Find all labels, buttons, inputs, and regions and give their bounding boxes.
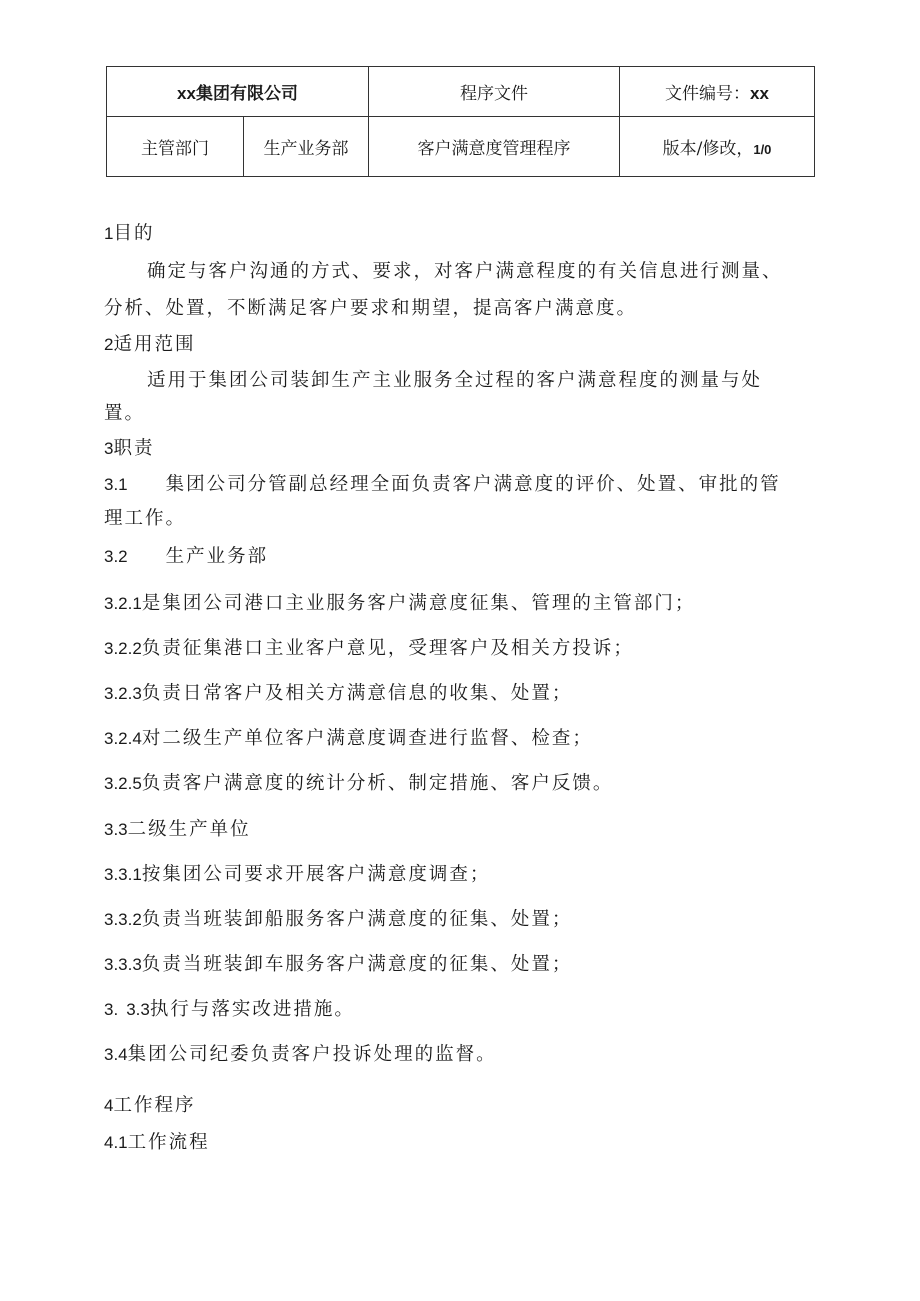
section-3-3-2: 3.3.2负责当班装卸船服务客户满意度的征集、处置； xyxy=(104,909,573,930)
section-3-2-4: 3.2.4对二级生产单位客户满意度调查进行监督、检查； xyxy=(104,728,593,749)
section-3-2-2: 3.2.2负责征集港口主业客户意见，受理客户及相关方投诉； xyxy=(104,638,634,659)
section-1-heading: 1目的 xyxy=(104,223,155,244)
doc-title-cell xyxy=(369,117,620,177)
dept-value-cell xyxy=(244,117,369,177)
section-2-heading: 2适用范围 xyxy=(104,334,196,355)
section-1-paragraph-line-1: 确定与客户沟通的方式、要求，对客户满意程度的有关信息进行测量、 xyxy=(147,261,783,282)
company-name-cell xyxy=(107,67,369,117)
section-3-3-4: 3. 3.3执行与落实改进措施。 xyxy=(104,999,355,1020)
doc-number-value: xx xyxy=(750,84,769,103)
header-row-1 xyxy=(107,67,815,117)
section-3-heading: 3职责 xyxy=(104,438,155,459)
section-4-heading: 4工作程序 xyxy=(104,1095,196,1116)
section-3-2-heading: 3.2 生产业务部 xyxy=(104,546,269,567)
section-3-3-1: 3.3.1按集团公司要求开展客户满意度调查； xyxy=(104,864,491,885)
dept-value: 生产业务部 xyxy=(263,139,349,159)
section-3-2-1: 3.2.1是集团公司港口主业服务客户满意度征集、管理的主管部门； xyxy=(104,593,696,614)
section-2-paragraph-line-2: 置。 xyxy=(104,403,146,424)
section-3-1-line-1: 3.1 集团公司分管副总经理全面负责客户满意度的评价、处置、审批的管 xyxy=(104,474,781,495)
section-3-1-line-2: 理工作。 xyxy=(104,508,187,529)
version-value: 1/0 xyxy=(753,142,772,157)
section-3-3-heading: 3.3二级生产单位 xyxy=(104,819,251,840)
doc-number-cell xyxy=(620,67,815,117)
section-3-2-3: 3.2.3负责日常客户及相关方满意信息的收集、处置； xyxy=(104,683,573,704)
section-3-3-3: 3.3.3负责当班装卸车服务客户满意度的征集、处置； xyxy=(104,954,573,975)
header-row-2 xyxy=(107,117,815,177)
doc-type: 程序文件 xyxy=(460,84,529,104)
section-3-4: 3.4集团公司纪委负责客户投诉处理的监督。 xyxy=(104,1044,497,1065)
dept-label: 主管部门 xyxy=(141,139,209,159)
section-3-2-5: 3.2.5负责客户满意度的统计分析、制定措施、客户反馈。 xyxy=(104,773,614,794)
document-header-table xyxy=(106,66,815,177)
doc-title: 客户满意度管理程序 xyxy=(417,139,571,159)
section-1-paragraph-line-2: 分析、处置，不断满足客户要求和期望，提高客户满意度。 xyxy=(104,298,638,319)
doc-number-label: 文件编号： xyxy=(665,84,751,104)
version-label: 版本/修改， xyxy=(662,139,754,159)
company-name: xx集团有限公司 xyxy=(177,84,298,103)
version-cell xyxy=(620,117,815,177)
dept-label-cell xyxy=(107,117,244,177)
section-2-paragraph-line-1: 适用于集团公司装卸生产主业服务全过程的客户满意程度的测量与处 xyxy=(147,370,763,391)
doc-type-cell xyxy=(369,67,620,117)
section-4-1-heading: 4.1工作流程 xyxy=(104,1132,210,1153)
